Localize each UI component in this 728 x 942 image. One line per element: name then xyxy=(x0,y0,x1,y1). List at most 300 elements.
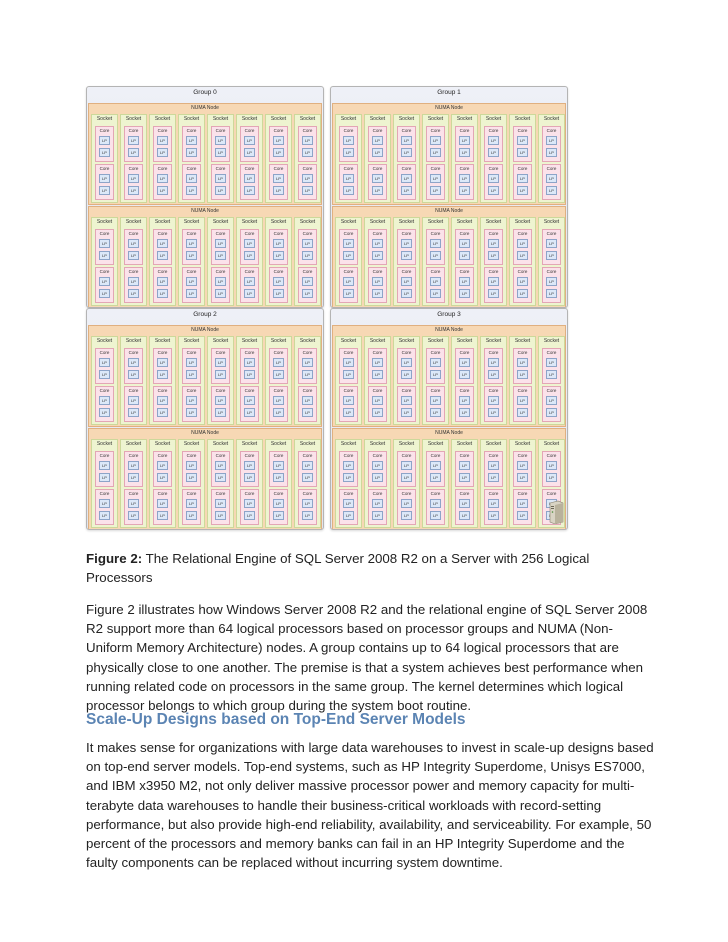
core-label: Core xyxy=(302,269,313,274)
logical-processor: LP xyxy=(488,396,499,405)
logical-processor: LP xyxy=(343,251,354,260)
logical-processor: LP xyxy=(343,239,354,248)
core-label: Core xyxy=(128,231,139,236)
socket-label: Socket xyxy=(212,338,229,344)
logical-processor: LP xyxy=(430,186,441,195)
logical-processor: LP xyxy=(372,499,383,508)
socket xyxy=(178,217,205,306)
logical-processor: LP xyxy=(157,473,168,482)
logical-processor: LP xyxy=(244,277,255,286)
logical-processor: LP xyxy=(430,136,441,145)
socket xyxy=(91,114,118,203)
core xyxy=(153,348,172,384)
logical-processor: LP xyxy=(488,136,499,145)
logical-processor: LP xyxy=(186,358,197,367)
core-label: Core xyxy=(186,128,197,133)
core-label: Core xyxy=(546,491,557,496)
logical-processor: LP xyxy=(215,408,226,417)
socket xyxy=(393,114,420,203)
logical-processor: LP xyxy=(372,136,383,145)
socket xyxy=(422,217,449,306)
core xyxy=(153,126,172,162)
logical-processor: LP xyxy=(401,174,412,183)
core-label: Core xyxy=(244,350,255,355)
socket xyxy=(120,439,147,528)
logical-processor: LP xyxy=(401,136,412,145)
logical-processor: LP xyxy=(215,358,226,367)
logical-processor: LP xyxy=(401,370,412,379)
logical-processor: LP xyxy=(99,148,110,157)
logical-processor: LP xyxy=(215,511,226,520)
logical-processor: LP xyxy=(488,289,499,298)
core xyxy=(455,126,474,162)
logical-processor: LP xyxy=(372,408,383,417)
core-label: Core xyxy=(343,166,354,171)
logical-processor: LP xyxy=(186,239,197,248)
logical-processor: LP xyxy=(215,239,226,248)
socket xyxy=(451,217,478,306)
numa-node-label: NUMA Node xyxy=(435,430,463,436)
logical-processor: LP xyxy=(517,358,528,367)
core-label: Core xyxy=(157,231,168,236)
core xyxy=(298,386,317,422)
socket-label: Socket xyxy=(369,116,386,122)
core xyxy=(298,164,317,200)
logical-processor: LP xyxy=(215,396,226,405)
logical-processor: LP xyxy=(215,370,226,379)
logical-processor: LP xyxy=(343,396,354,405)
core-label: Core xyxy=(273,453,284,458)
core-label: Core xyxy=(459,231,470,236)
core-label: Core xyxy=(546,231,557,236)
core xyxy=(211,229,230,265)
numa-node-label: NUMA Node xyxy=(191,327,219,333)
socket xyxy=(207,336,234,425)
core xyxy=(397,386,416,422)
core xyxy=(153,386,172,422)
logical-processor: LP xyxy=(215,277,226,286)
socket xyxy=(393,439,420,528)
socket xyxy=(393,336,420,425)
core xyxy=(397,348,416,384)
core xyxy=(269,229,288,265)
core xyxy=(513,386,532,422)
logical-processor: LP xyxy=(128,473,139,482)
logical-processor: LP xyxy=(546,461,557,470)
core xyxy=(484,164,503,200)
logical-processor: LP xyxy=(99,186,110,195)
core-label: Core xyxy=(302,350,313,355)
logical-processor: LP xyxy=(401,277,412,286)
logical-processor: LP xyxy=(459,251,470,260)
core-label: Core xyxy=(401,269,412,274)
socket-label: Socket xyxy=(456,441,473,447)
numa-node-label: NUMA Node xyxy=(435,208,463,214)
core xyxy=(542,348,561,384)
logical-processor: LP xyxy=(273,136,284,145)
logical-processor: LP xyxy=(430,148,441,157)
logical-processor: LP xyxy=(546,186,557,195)
socket xyxy=(91,217,118,306)
logical-processor: LP xyxy=(459,370,470,379)
socket xyxy=(509,217,536,306)
socket-label: Socket xyxy=(270,338,287,344)
core-label: Core xyxy=(343,231,354,236)
socket xyxy=(236,336,263,425)
socket xyxy=(480,114,507,203)
core-label: Core xyxy=(343,128,354,133)
processor-group xyxy=(330,86,568,308)
socket xyxy=(335,217,362,306)
core xyxy=(153,229,172,265)
logical-processor: LP xyxy=(488,239,499,248)
socket xyxy=(149,217,176,306)
socket-label: Socket xyxy=(96,441,113,447)
logical-processor: LP xyxy=(302,370,313,379)
logical-processor: LP xyxy=(517,277,528,286)
core-label: Core xyxy=(215,128,226,133)
socket-label: Socket xyxy=(212,116,229,122)
core xyxy=(182,267,201,303)
logical-processor: LP xyxy=(186,136,197,145)
core xyxy=(513,126,532,162)
core xyxy=(426,229,445,265)
socket-label: Socket xyxy=(514,116,531,122)
processor-group xyxy=(330,308,568,530)
logical-processor: LP xyxy=(128,289,139,298)
core xyxy=(182,126,201,162)
core-label: Core xyxy=(273,491,284,496)
logical-processor: LP xyxy=(302,473,313,482)
core-label: Core xyxy=(459,350,470,355)
core-label: Core xyxy=(459,453,470,458)
logical-processor: LP xyxy=(401,396,412,405)
core-label: Core xyxy=(459,166,470,171)
logical-processor: LP xyxy=(459,148,470,157)
core-label: Core xyxy=(546,453,557,458)
core xyxy=(426,126,445,162)
socket xyxy=(120,217,147,306)
core xyxy=(339,489,358,525)
logical-processor: LP xyxy=(488,499,499,508)
core-label: Core xyxy=(517,166,528,171)
core xyxy=(124,348,143,384)
core xyxy=(484,489,503,525)
socket-label: Socket xyxy=(398,116,415,122)
core-label: Core xyxy=(99,166,110,171)
logical-processor: LP xyxy=(273,473,284,482)
logical-processor: LP xyxy=(372,277,383,286)
socket-label: Socket xyxy=(125,338,142,344)
socket-label: Socket xyxy=(299,441,316,447)
core-label: Core xyxy=(215,269,226,274)
logical-processor: LP xyxy=(157,174,168,183)
logical-processor: LP xyxy=(186,370,197,379)
logical-processor: LP xyxy=(430,174,441,183)
logical-processor: LP xyxy=(302,396,313,405)
core-label: Core xyxy=(546,128,557,133)
server-tower-icon xyxy=(546,500,564,524)
socket xyxy=(335,336,362,425)
core xyxy=(368,489,387,525)
logical-processor: LP xyxy=(546,358,557,367)
logical-processor: LP xyxy=(302,174,313,183)
logical-processor: LP xyxy=(186,396,197,405)
core-label: Core xyxy=(157,491,168,496)
core-label: Core xyxy=(99,231,110,236)
core-label: Core xyxy=(157,388,168,393)
socket xyxy=(509,114,536,203)
core xyxy=(513,164,532,200)
logical-processor: LP xyxy=(99,358,110,367)
numa-node xyxy=(332,325,566,427)
core xyxy=(211,164,230,200)
logical-processor: LP xyxy=(401,511,412,520)
group-title: Group 1 xyxy=(437,89,461,96)
logical-processor: LP xyxy=(401,499,412,508)
socket xyxy=(91,336,118,425)
core-label: Core xyxy=(99,453,110,458)
socket-label: Socket xyxy=(398,441,415,447)
socket xyxy=(451,336,478,425)
core xyxy=(542,164,561,200)
core xyxy=(368,126,387,162)
socket-label: Socket xyxy=(543,338,560,344)
logical-processor: LP xyxy=(459,499,470,508)
socket-label: Socket xyxy=(183,116,200,122)
core xyxy=(298,229,317,265)
logical-processor: LP xyxy=(186,461,197,470)
numa-node-label: NUMA Node xyxy=(435,105,463,111)
numa-node xyxy=(88,206,322,308)
logical-processor: LP xyxy=(186,148,197,157)
core xyxy=(153,164,172,200)
logical-processor: LP xyxy=(488,370,499,379)
socket xyxy=(265,439,292,528)
core xyxy=(182,386,201,422)
logical-processor: LP xyxy=(430,473,441,482)
socket-label: Socket xyxy=(241,441,258,447)
socket xyxy=(480,336,507,425)
core xyxy=(339,229,358,265)
socket xyxy=(422,114,449,203)
logical-processor: LP xyxy=(99,396,110,405)
socket-label: Socket xyxy=(212,219,229,225)
core-label: Core xyxy=(128,453,139,458)
core xyxy=(240,267,259,303)
core xyxy=(182,229,201,265)
core xyxy=(455,229,474,265)
socket-label: Socket xyxy=(485,441,502,447)
logical-processor: LP xyxy=(517,499,528,508)
logical-processor: LP xyxy=(244,473,255,482)
core xyxy=(153,451,172,487)
logical-processor: LP xyxy=(343,289,354,298)
core-label: Core xyxy=(372,231,383,236)
logical-processor: LP xyxy=(546,136,557,145)
core xyxy=(124,267,143,303)
numa-node-label: NUMA Node xyxy=(435,327,463,333)
core xyxy=(426,348,445,384)
core xyxy=(484,348,503,384)
core-label: Core xyxy=(186,453,197,458)
core xyxy=(240,451,259,487)
socket-label: Socket xyxy=(154,116,171,122)
logical-processor: LP xyxy=(372,148,383,157)
core xyxy=(368,229,387,265)
core-label: Core xyxy=(430,350,441,355)
core xyxy=(339,164,358,200)
logical-processor: LP xyxy=(488,473,499,482)
core xyxy=(455,489,474,525)
logical-processor: LP xyxy=(99,136,110,145)
core-label: Core xyxy=(430,388,441,393)
logical-processor: LP xyxy=(215,186,226,195)
core-label: Core xyxy=(157,166,168,171)
logical-processor: LP xyxy=(186,408,197,417)
logical-processor: LP xyxy=(546,148,557,157)
logical-processor: LP xyxy=(459,277,470,286)
core xyxy=(484,126,503,162)
socket xyxy=(538,217,565,306)
logical-processor: LP xyxy=(302,408,313,417)
logical-processor: LP xyxy=(517,461,528,470)
core xyxy=(95,386,114,422)
socket-label: Socket xyxy=(427,116,444,122)
core-label: Core xyxy=(128,166,139,171)
core xyxy=(542,126,561,162)
core-label: Core xyxy=(186,491,197,496)
core xyxy=(211,489,230,525)
logical-processor: LP xyxy=(343,136,354,145)
core-label: Core xyxy=(99,350,110,355)
core-label: Core xyxy=(215,388,226,393)
socket-label: Socket xyxy=(125,219,142,225)
logical-processor: LP xyxy=(343,499,354,508)
socket-label: Socket xyxy=(125,441,142,447)
logical-processor: LP xyxy=(273,289,284,298)
core-label: Core xyxy=(488,491,499,496)
logical-processor: LP xyxy=(244,408,255,417)
core xyxy=(95,489,114,525)
core xyxy=(513,348,532,384)
logical-processor: LP xyxy=(157,136,168,145)
core-label: Core xyxy=(273,231,284,236)
core-label: Core xyxy=(401,166,412,171)
logical-processor: LP xyxy=(128,461,139,470)
socket-label: Socket xyxy=(241,338,258,344)
core xyxy=(240,126,259,162)
logical-processor: LP xyxy=(459,511,470,520)
core xyxy=(484,386,503,422)
socket-label: Socket xyxy=(96,116,113,122)
logical-processor: LP xyxy=(99,511,110,520)
numa-node-label: NUMA Node xyxy=(191,208,219,214)
socket xyxy=(294,114,321,203)
core xyxy=(95,267,114,303)
core xyxy=(397,229,416,265)
socket-label: Socket xyxy=(125,116,142,122)
core-label: Core xyxy=(343,350,354,355)
logical-processor: LP xyxy=(430,277,441,286)
logical-processor: LP xyxy=(343,148,354,157)
logical-processor: LP xyxy=(99,239,110,248)
core-label: Core xyxy=(244,453,255,458)
logical-processor: LP xyxy=(99,408,110,417)
logical-processor: LP xyxy=(430,396,441,405)
socket-label: Socket xyxy=(456,219,473,225)
logical-processor: LP xyxy=(273,174,284,183)
core-label: Core xyxy=(157,269,168,274)
core-label: Core xyxy=(215,350,226,355)
core xyxy=(339,126,358,162)
logical-processor: LP xyxy=(517,239,528,248)
core-label: Core xyxy=(430,128,441,133)
core-label: Core xyxy=(546,388,557,393)
logical-processor: LP xyxy=(517,186,528,195)
core-label: Core xyxy=(186,166,197,171)
logical-processor: LP xyxy=(401,473,412,482)
logical-processor: LP xyxy=(459,473,470,482)
logical-processor: LP xyxy=(99,499,110,508)
logical-processor: LP xyxy=(186,277,197,286)
paragraph-scale-up: It makes sense for organizations with large data warehouses to invest in scale-up designs based on top-end server models. Top-end systems, such as HP Integrity Superdome, Unisys ES7000, and IBM x3950 M2, not only deliver massive processor power and memory capacity for multi-terabyte data warehouses to handle their business-critical workloads with record-setting performance, but also provide high-end reliability, availability, and serviceability. For example, 50 percent of the processors and memory banks can fail in an HP Integrity Superdome and the faulty components can be replaced without incurring system downtime. xyxy=(86,740,654,871)
core xyxy=(298,267,317,303)
logical-processor: LP xyxy=(517,148,528,157)
socket-label: Socket xyxy=(485,219,502,225)
logical-processor: LP xyxy=(343,473,354,482)
logical-processor: LP xyxy=(128,136,139,145)
logical-processor: LP xyxy=(517,511,528,520)
logical-processor: LP xyxy=(488,251,499,260)
core-label: Core xyxy=(99,388,110,393)
logical-processor: LP xyxy=(128,277,139,286)
logical-processor: LP xyxy=(302,289,313,298)
core-label: Core xyxy=(488,269,499,274)
core-label: Core xyxy=(372,491,383,496)
logical-processor: LP xyxy=(459,358,470,367)
logical-processor: LP xyxy=(517,408,528,417)
core-label: Core xyxy=(128,491,139,496)
core xyxy=(455,267,474,303)
logical-processor: LP xyxy=(430,358,441,367)
socket-label: Socket xyxy=(299,116,316,122)
logical-processor: LP xyxy=(128,174,139,183)
socket xyxy=(335,439,362,528)
logical-processor: LP xyxy=(157,277,168,286)
logical-processor: LP xyxy=(128,251,139,260)
logical-processor: LP xyxy=(157,511,168,520)
core-label: Core xyxy=(430,491,441,496)
core-label: Core xyxy=(244,269,255,274)
core xyxy=(426,164,445,200)
core xyxy=(211,126,230,162)
logical-processor: LP xyxy=(215,461,226,470)
core-label: Core xyxy=(99,128,110,133)
logical-processor: LP xyxy=(186,473,197,482)
logical-processor: LP xyxy=(488,277,499,286)
logical-processor: LP xyxy=(273,370,284,379)
core xyxy=(240,229,259,265)
logical-processor: LP xyxy=(128,370,139,379)
logical-processor: LP xyxy=(244,186,255,195)
logical-processor: LP xyxy=(459,396,470,405)
socket-label: Socket xyxy=(543,219,560,225)
core-label: Core xyxy=(343,388,354,393)
logical-processor: LP xyxy=(273,511,284,520)
logical-processor: LP xyxy=(273,461,284,470)
core xyxy=(269,164,288,200)
